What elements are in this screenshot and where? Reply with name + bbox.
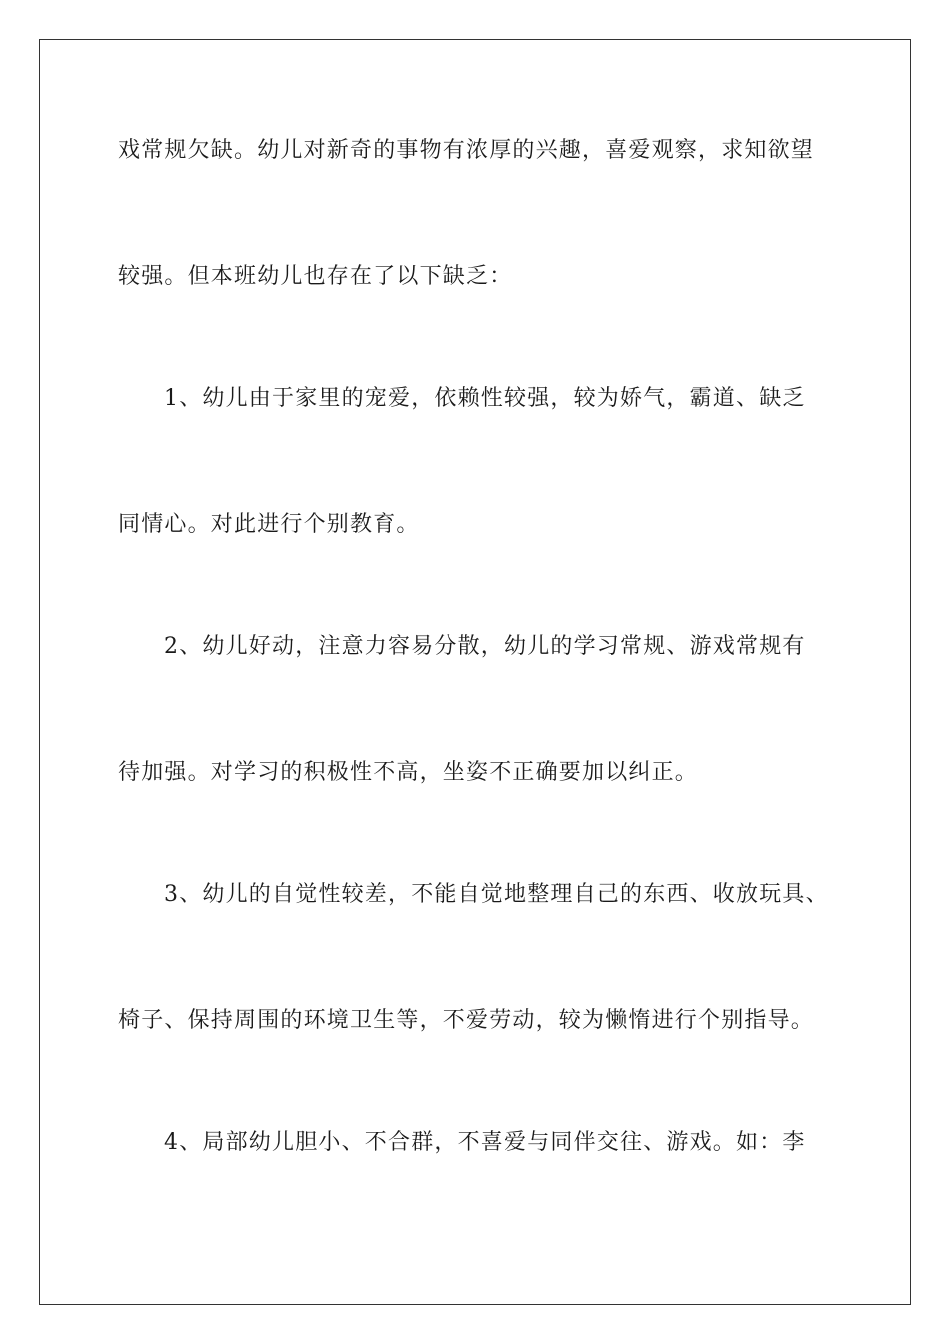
list-item-2-line-1: 2、幼儿好动，注意力容易分散，幼儿的学习常规、游戏常规有 (164, 634, 806, 659)
text-line-1: 戏常规欠缺。幼儿对新奇的事物有浓厚的兴趣，喜爱观察，求知欲望 (118, 138, 815, 163)
list-item-4-line-1: 4、局部幼儿胆小、不合群，不喜爱与同伴交往、游戏。如：李 (164, 1130, 806, 1155)
list-item-1-line-1: 1、幼儿由于家里的宠爱，依赖性较强，较为娇气，霸道、缺乏 (164, 386, 806, 411)
list-item-2-line-2: 待加强。对学习的积极性不高，坐姿不正确要加以纠正。 (118, 760, 699, 785)
list-item-3-line-2: 椅子、保持周围的环境卫生等，不爱劳动，较为懒惰进行个别指导。 (118, 1008, 815, 1033)
page-border (39, 39, 911, 1305)
list-item-3-line-1: 3、幼儿的自觉性较差，不能自觉地整理自己的东西、收放玩具、 (164, 882, 829, 907)
list-item-1-line-2: 同情心。对此进行个别教育。 (118, 512, 420, 537)
text-line-2: 较强。但本班幼儿也存在了以下缺乏： (118, 264, 513, 289)
